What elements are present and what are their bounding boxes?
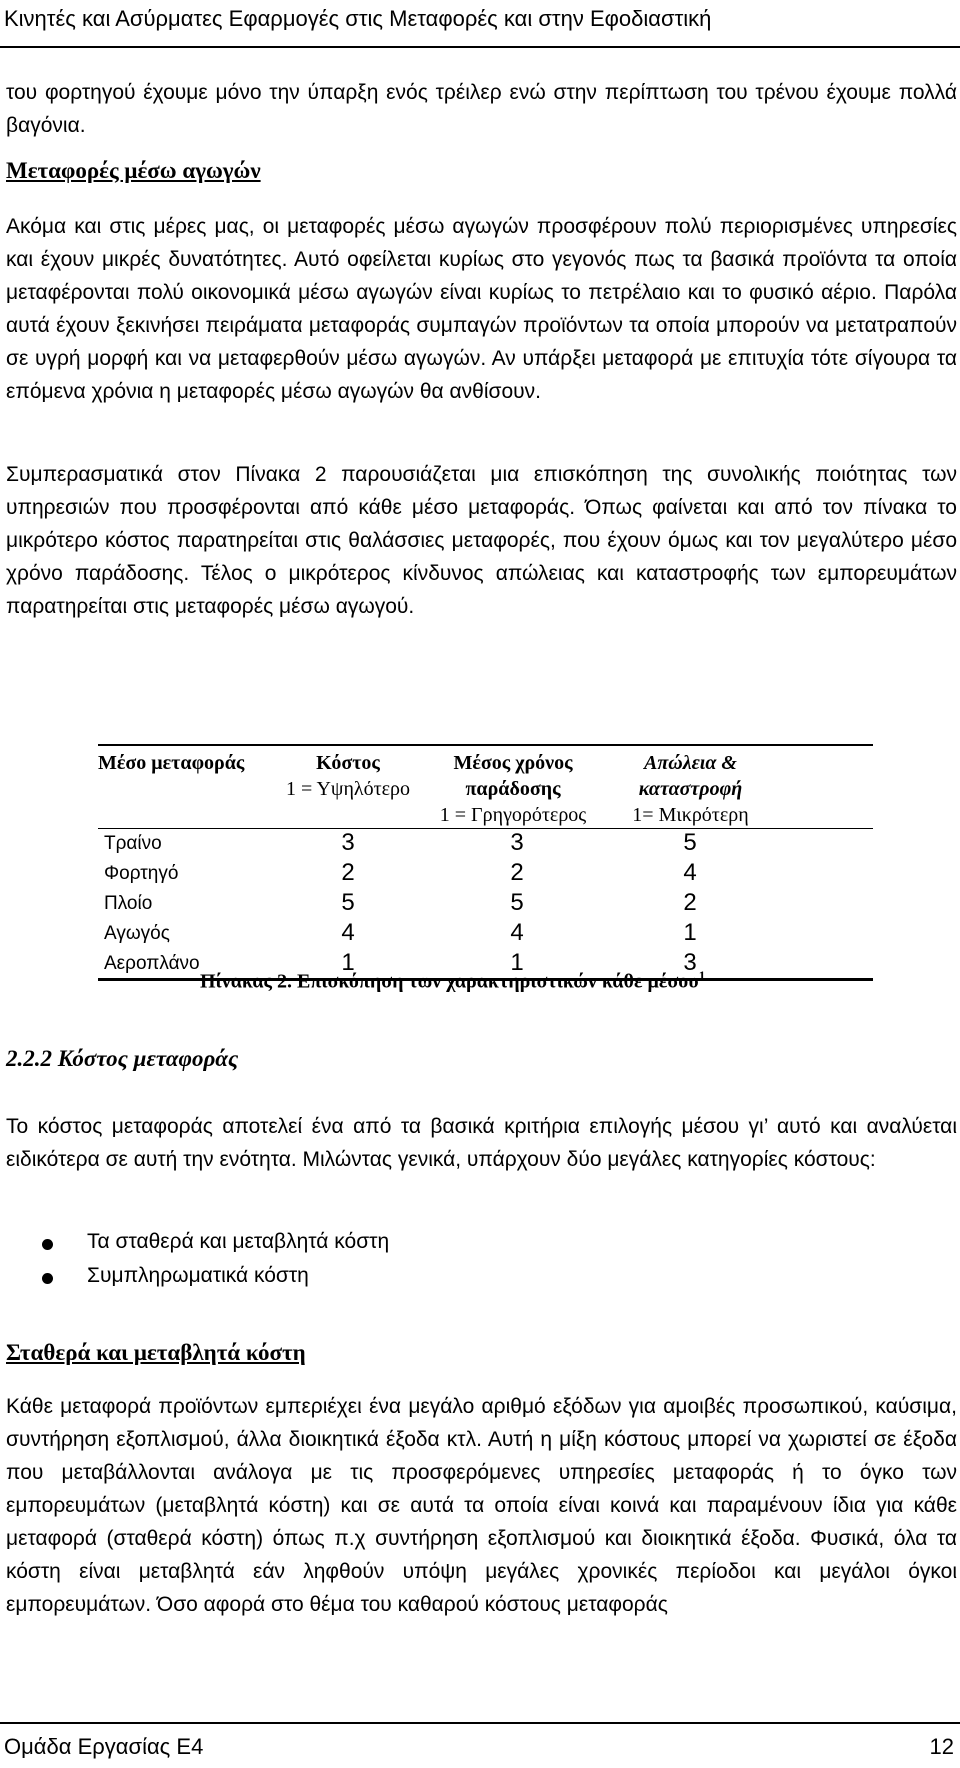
- table-row: [98, 859, 873, 892]
- header-title: Κινητές και Ασύρματες Εφαρμογές στις Μεταφορές και στην Εφοδιαστική: [4, 6, 712, 31]
- row-cost: 3: [341, 829, 355, 856]
- section-heading-fixed-variable: Σταθερά και μεταβλητά κόστη: [6, 1340, 306, 1365]
- row-mode: Φορτηγό: [104, 863, 179, 884]
- row-time: 5: [510, 889, 524, 916]
- row-loss: 1: [683, 919, 697, 946]
- table-top-rule: [98, 744, 873, 746]
- row-time: 3: [510, 829, 524, 856]
- row-loss: 4: [683, 859, 697, 886]
- row-mode: Αεροπλάνο: [104, 953, 200, 974]
- row-cost: 1: [341, 949, 355, 976]
- pipelines-paragraph: Ακόμα και στις μέρες μας, οι μεταφορές μέσω αγωγών προσφέρουν πολύ περιορισμένες υπηρεσίες και έχουν μικρές δυνατότητες. Αυτό οφείλεται κυρίως στο γεγονός πως τα βασικά προϊόντα τα οποία μεταφέρονται πολύ οικονομικά μέσω αγωγών είναι κυρίως το πετρέλαιο και το φυσικό αέριο. Παρόλα αυτά έχουν ξεκινήσει πειράματα μεταφοράς συμπαγών προϊόντων τα οποία μπορούν να μετατραπούν σε υγρή μορφή και να μεταφερθούν μέσω αγωγών. Αν υπάρξει μεταφορά με επιτυχία τότε σίγουρα τα επόμενα χρόνια η μεταφορές μέσω αγωγών θα ανθίσουν.: [6, 215, 957, 403]
- caption-footnote-marker: 1: [698, 968, 706, 983]
- row-cost: 2: [341, 859, 355, 886]
- table-header-cost: Κόστος 1 = Υψηλότερο: [285, 752, 411, 800]
- section-heading-pipelines: Μεταφορές μέσω αγωγών: [6, 158, 261, 183]
- row-mode: Πλοίο: [104, 893, 153, 914]
- row-mode: Τραίνο: [104, 833, 162, 854]
- fixed-variable-paragraph: Κάθε μεταφορά προϊόντων εμπεριέχει ένα μεγάλο αριθμό εξόδων για αμοιβές προσωπικού, καύσιμα, συντήρηση εξοπλισμού, άλλα διοικητικά έξοδα κτλ. Αυτή η μίξη κόστους μπορεί να χωριστεί σε έξοδα που μεταβάλλονται ανάλογα με τις προσφερόμενες υπηρεσίες μεταφοράς ή το όγκο των εμπορευμάτων (μεταβλητά κόστη) και σε αυτά τα οποία είναι κοινά και παραμένουν ίδια για κάθε μεταφορά (σταθερά κόστη) όπως π.χ συντήρηση εξοπλισμού και διοικητικά έξοδα. Φυσικά, όλα τα κόστη είναι μεταβλητά εάν ληφθούν υπόψη μεγάλες χρονικές περίοδοι και μεγάλοι όγκοι εμπορευμάτων. Όσο αφορά στο θέμα του καθαρού κόστους μεταφοράς: [6, 1395, 957, 1616]
- row-time: 4: [510, 919, 524, 946]
- bullet-icon: [42, 1273, 53, 1284]
- row-loss: 3: [683, 949, 697, 976]
- intro-paragraph: του φορτηγού έχουμε μόνο την ύπαρξη ενός τρέιλερ ενώ στην περίπτωση του τρένου έχουμε πολλά βαγόνια.: [6, 81, 957, 137]
- row-loss: 2: [683, 889, 697, 916]
- document-page: Κινητές και Ασύρματες Εφαρμογές στις Μεταφορές και στην Εφοδιαστική του φορτηγού έχουμε μόνο την ύπαρξη ενός τρέιλερ ενώ στην περίπτωση του τρένου έχουμε πολλά βαγόνια. Μεταφορές μέσω αγωγών Ακόμα και στις μέρες μας, οι μεταφορές μέσω αγωγών προσφέρουν πολύ περιορισμένες υπηρεσίες και έχουν μικρές δυνατότητες. Αυτό οφείλεται κυρίως στο γεγονός πως τα βασικά προϊόντα τα οποία μεταφέρονται πολύ οικονομικά μέσω αγωγών είναι κυρίως το πετρέλαιο και το φυσικό αέριο. Παρόλα αυτά έχουν ξεκινήσει πειράματα μεταφοράς συμπαγών προϊόντων τα οποία μπορούν να μετατραπούν σε υγρή μορφή και να μεταφερθούν μέσω αγωγών. Αν υπάρξει μεταφορά με επιτυχία τότε σίγουρα τα επόμενα χρόνια η μεταφορές μέσω αγωγών θα ανθίσουν. Συμπερασματικά στον Πίνακα 2 παρουσιάζεται μια επισκόπηση της συνολικής ποιότητας των υπηρεσιών που προσφέρονται από κάθε μέσο μεταφοράς. Όπως φαίνεται και από τον πίνακα το μικρότερο κόστος παρατηρείται στις θαλάσσιες μεταφορές, που έχουν όμως και τον μεγαλύτερο μέσο χρόνο παράδοσης. Τέλος ο μικρότερος κίνδυνος απώλειας και καταστροφής των εμπορευμάτων παρατηρείται στις μεταφορές μέσω αγωγού. Μέσο μεταφοράς Κόστος 1 = Υψηλότερο Μέσος χρόνος παράδοσης 1 = Γρηγορότερος Απώλεια & καταστροφή 1= Μικρότερη Τραίνο 3 3 5 Φορτηγό 2 2 4 Πλοίο 5 5 2 Αγωγός 4 4 1 Αεροπλάνο 1 1 3 Πίνακας 2. Επισκόπηση των χαρακτηριστικών κάθε μέσου$^1$ 2.2.2 Κόστος μεταφοράς Το κόστος μεταφοράς αποτελεί ένα από τα βασικά κριτήρια επιλογής μέσου γι’ αυτό και αναλύεται ειδικότερα σε αυτή την ενότητα. Μιλώντας γενικά, υπάρχουν δύο μεγάλες κατηγορίες κόστους: Τα σταθερά και μεταβλητά κόστη Συμπληρωματικά κόστη Σταθερά και μεταβλητά κόστη Κάθε μεταφορά προϊόντων εμπεριέχει ένα μεγάλο αριθμό εξόδων για αμοιβές προσωπικού, καύσιμα, συντήρηση εξοπλισμού, άλλα διοικητικά έξοδα κτλ. Αυτή η μίξη κόστους μπορεί να χωριστεί σε έξοδα που μεταβάλλονται ανάλογα με τις προσφερόμενες υπηρεσίες μεταφοράς ή το όγκο των εμπορευμάτων (μεταβλητά κόστη) και σε αυτά τα οποία είναι κοινά και παραμένουν ίδια για κάθε μεταφορά (σταθερά κόστη) όπως π.χ συντήρηση εξοπλισμού και διοικητικά έξοδα. Φυσικά, όλα τα κόστη είναι μεταβλητά εάν ληφθούν υπόψη μεγάλες χρονικές περίοδοι και μεγάλοι όγκοι εμπορευμάτων. Όσο αφορά στο θέμα του καθαρού κόστους μεταφοράς Ομάδα Εργασίας Ε4 12: [0, 0, 960, 1766]
- table-header-loss: Απώλεια & καταστροφή 1= Μικρότερη: [632, 752, 749, 826]
- page-number: 12: [929, 1734, 954, 1759]
- page-footer: [0, 1722, 960, 1768]
- table-header-mode: Μέσο μεταφοράς: [98, 752, 245, 774]
- row-loss: 5: [683, 829, 697, 856]
- row-time: 1: [510, 949, 524, 976]
- row-cost: 4: [341, 919, 355, 946]
- table-header-delivery-time: Μέσος χρόνος παράδοσης 1 = Γρηγορότερος: [439, 752, 587, 826]
- table-row: [98, 919, 873, 952]
- table-row: [98, 829, 873, 862]
- transport-cost-paragraph: Το κόστος μεταφοράς αποτελεί ένα από τα βασικά κριτήρια επιλογής μέσου γι’ αυτό και αναλύεται ειδικότερα σε αυτή την ενότητα. Μιλώντας γενικά, υπάρχουν δύο μεγάλες κατηγορίες κόστους:: [6, 1115, 957, 1171]
- row-mode: Αγωγός: [104, 923, 170, 944]
- bullet-icon: [42, 1239, 53, 1250]
- footer-group: Ομάδα Εργασίας Ε4: [4, 1734, 204, 1759]
- comparison-table: [98, 744, 873, 980]
- page-header: [0, 0, 960, 48]
- section-heading-transport-cost: 2.2.2 Κόστος μεταφοράς: [6, 1046, 239, 1071]
- summary-paragraph: Συμπερασματικά στον Πίνακα 2 παρουσιάζεται μια επισκόπηση της συνολικής ποιότητας των υπηρεσιών που προσφέρονται από κάθε μέσο μεταφοράς. Όπως φαίνεται και από τον πίνακα το μικρότερο κόστος παρατηρείται στις θαλάσσιες μεταφορές, που έχουν όμως και τον μεγαλύτερο μέσο χρόνο παράδοσης. Τέλος ο μικρότερος κίνδυνος απώλειας και καταστροφής των εμπορευμάτων παρατηρείται στις μεταφορές μέσω αγωγού.: [6, 463, 957, 618]
- table-row: [98, 889, 873, 922]
- table-caption: Πίνακας 2. Επισκόπηση των χαρακτηριστικών κάθε μέσου$^1$: [200, 968, 706, 993]
- row-time: 2: [510, 859, 524, 886]
- row-cost: 5: [341, 889, 355, 916]
